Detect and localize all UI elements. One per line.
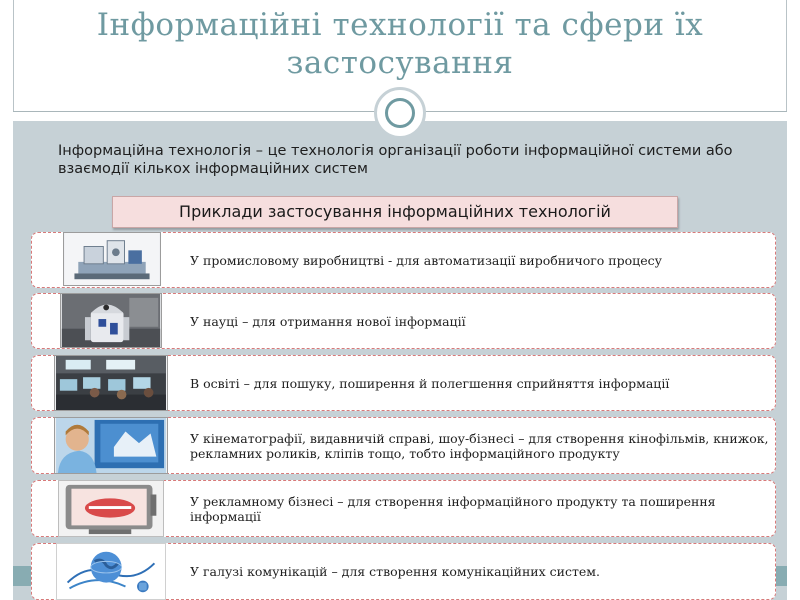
list-item-text: У рекламному бізнесі – для створення інформаційного продукту та поширення інформації — [190, 493, 716, 524]
circle-ornament-icon — [374, 87, 426, 139]
list-item-text: У промисловому виробництві - для автоматизації виробничого процесу — [190, 252, 662, 268]
robot-icon — [60, 293, 162, 348]
examples-header: Приклади застосування інформаційних технологій — [112, 196, 678, 228]
slide-title: Інформаційні технології та сфери їх застосування — [96, 7, 704, 81]
computer-class-icon — [54, 355, 168, 411]
list-item-text: У кінематографії, видавничій справі, шоу-бізнесі – для створення кінофільмів, книжок, рекламних роликів, кліпів тощо, тобто інформаційного продукту — [190, 430, 769, 461]
list-item-text: В освіті – для пошуку, поширення й полегшення сприйняття інформації — [190, 375, 670, 391]
globe-network-icon — [56, 543, 166, 600]
list-item-text: У науці – для отримання нової інформації — [190, 313, 466, 329]
tv-advert-icon — [58, 480, 164, 537]
definition-text: Інформаційна технологія – це технологія організації роботи інформаційної системи або взаємодії кількох інформаційних систем — [58, 143, 733, 177]
list-item-text: У галузі комунікацій – для створення комунікаційних систем. — [190, 564, 600, 579]
circle-ornament-inner — [385, 98, 415, 128]
industrial-machine-icon — [63, 232, 161, 286]
person-monitor-icon — [54, 417, 168, 474]
